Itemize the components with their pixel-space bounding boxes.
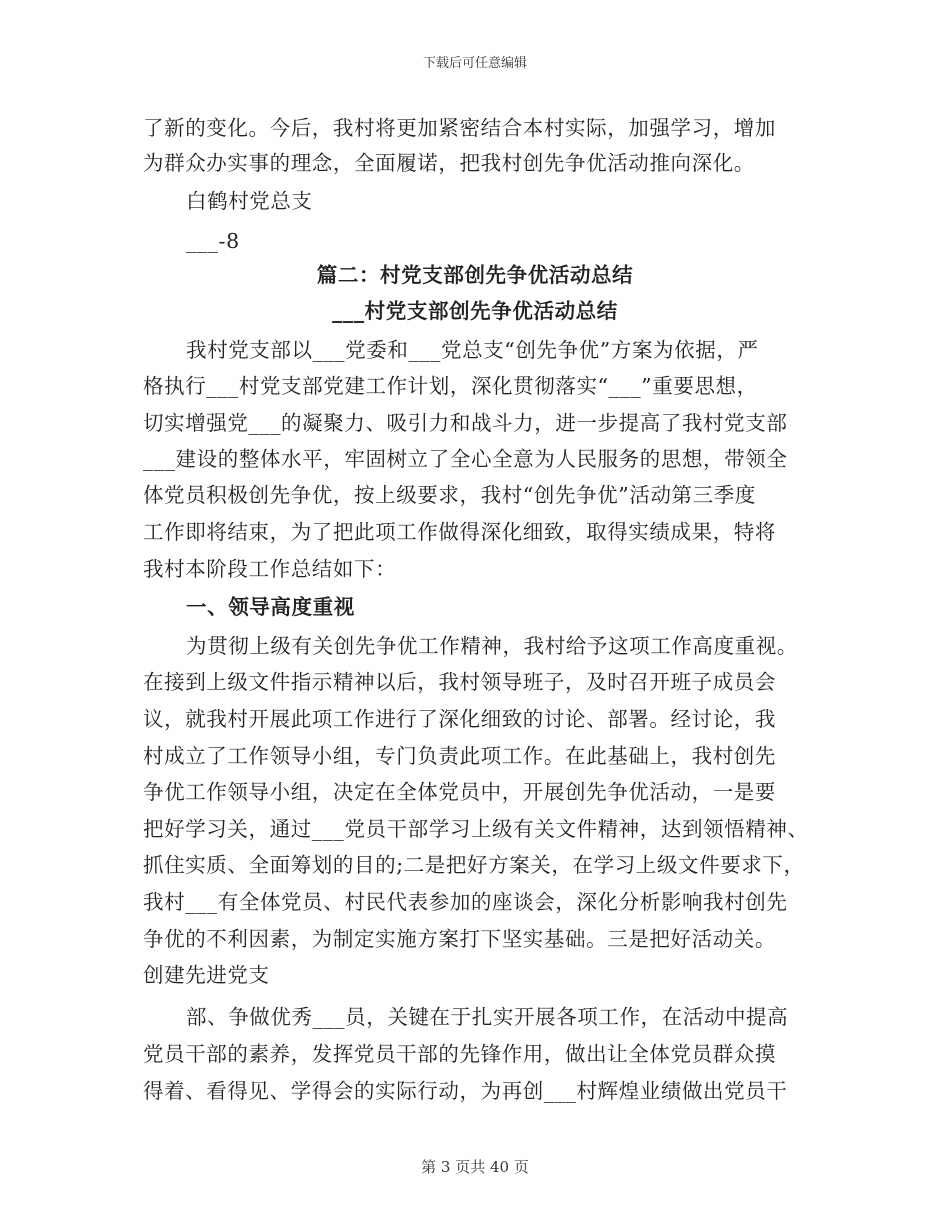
text-line: 切实增强党___的凝聚力、吸引力和战斗力，进一步提高了我村党支部 [143,411,788,435]
text-line: 争优的不利因素，为制定实施方案打下坚实基础。三是把好活动关。 [143,927,776,951]
text-line: ___建设的整体水平，牢固树立了全心全意为人民服务的思想，带领全 [143,447,788,471]
text-line: 我村党支部以___党委和___党总支“创先争优”方案为依据，严 [186,338,759,362]
page-header: 下载后可任意编辑 [422,56,527,71]
text-line: 了新的变化。今后，我村将更加紧密结合本村实际，加强学习，增加 [143,116,776,140]
text-line: 抓住实质、全面筹划的目的;二是把好方案关，在学习上级文件要求下， [143,853,805,877]
heading-line: 一、领导高度重视 [186,595,355,619]
text-line: 在接到上级文件指示精神以后，我村领导班子，及时召开班子成员会 [143,670,776,694]
heading-line: 篇二：村党支部创先争优活动总结 [316,263,634,287]
text-line: 为群众办实事的理念，全面履诺，把我村创先争优活动推向深化。 [143,151,755,175]
text-line: ___-8 [186,229,240,253]
text-line: 部、争做优秀___员，关键在于扎实开展各项工作，在活动中提高 [186,1005,789,1029]
text-line: 格执行___村党支部党建工作计划，深化贯彻落实“___”重要思想， [143,374,758,398]
text-line: 工作即将结束，为了把此项工作做得深化细致，取得实绩成果，特将 [143,520,776,544]
text-line: 体党员积极创先争优，按上级要求，我村“创先争优”活动第三季度 [143,483,756,507]
text-line: 我村本阶段工作总结如下： [143,557,397,581]
text-line: 村成立了工作领导小组，专门负责此项工作。在此基础上，我村创先 [143,744,776,768]
text-line: 得着、看得见、学得会的实际行动，为再创___村辉煌业绩做出党员干 [143,1079,788,1103]
text-line: 创建先进党支 [143,963,270,987]
text-line: 议，就我村开展此项工作进行了深化细致的讨论、部署。经讨论，我 [143,707,776,731]
text-line: 党员干部的素养，发挥党员干部的先锋作用，做出让全体党员群众摸 [143,1042,776,1066]
text-line: 为贯彻上级有关创先争优工作精神，我村给予这项工作高度重视。 [186,634,798,658]
text-line: 白鹤村党总支 [186,189,313,213]
text-line: 把好学习关，通过___党员干部学习上级有关文件精神，达到领悟精神、 [143,817,809,841]
text-line: 争优工作领导小组，决定在全体党员中，开展创先争优活动，一是要 [143,780,776,804]
heading-line: ___村党支部创先争优活动总结 [332,299,618,323]
page-footer: 第 3 页共 40 页 [421,1158,529,1176]
text-line: 我村___有全体党员、村民代表参加的座谈会，深化分析影响我村创先 [143,890,788,914]
